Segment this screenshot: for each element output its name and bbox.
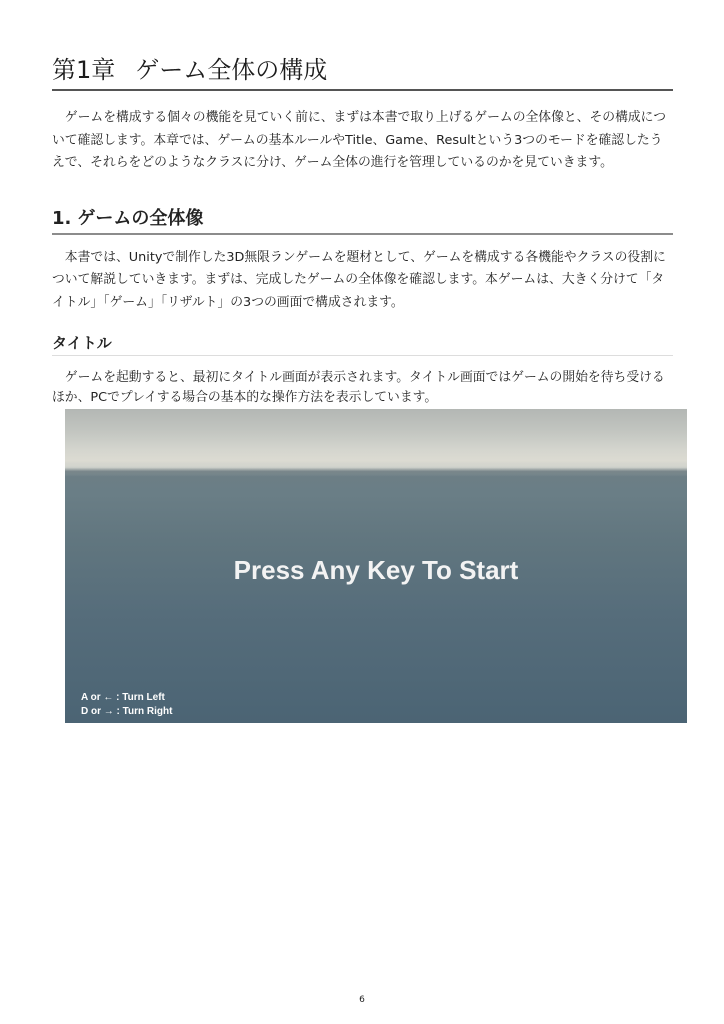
subsection-heading: タイトル: [52, 332, 673, 356]
section-heading: [52, 206, 673, 235]
subsection-paragraph: ゲームを起動すると、最初にタイトル画面が表示されます。タイトル画面ではゲームの開始を待ち受けるほか、PCでプレイする場合の基本的な操作方法を表示しています。: [52, 370, 665, 405]
control-hint-right: D or → : Turn Right: [81, 706, 173, 717]
section-number: 1.: [52, 207, 72, 229]
controls-list: [81, 691, 172, 719]
section-paragraph: 本書では、Unityで制作した3D無限ランゲームを題材として、ゲームを構成する各機能やクラスの役割について解説していきます。まずは、完成したゲームの全体像を確認します。本ゲームは、大きく分けて「タイトル」「ゲーム」「リザルト」の3つの画面で構成されます。: [52, 249, 666, 310]
control-hint-left: A or ← : Turn Left: [81, 692, 165, 703]
horizon-haze: [65, 461, 687, 475]
start-prompt: Press Any Key To Start: [233, 555, 519, 585]
chapter-title: ゲーム全体の構成: [135, 56, 328, 84]
section-title: ゲームの全体像: [77, 207, 204, 229]
chapter-number: 第1章: [52, 56, 116, 84]
title-screen-screenshot: [65, 409, 687, 723]
page-number: 6: [359, 995, 365, 1005]
intro-paragraph: ゲームを構成する個々の機能を見ていく前に、まずは本書で取り上げるゲームの全体像と、その構成について確認します。本章では、ゲームの基本ルールやTitle、Game、Resultという3つのモードを確認したうえで、それらをどのようなクラスに分け、ゲーム全体の進行を管理しているのかを見ていきます。: [52, 110, 666, 170]
chapter-heading: [52, 54, 673, 86]
page-content: [52, 0, 673, 723]
chapter-rule: [52, 89, 673, 91]
